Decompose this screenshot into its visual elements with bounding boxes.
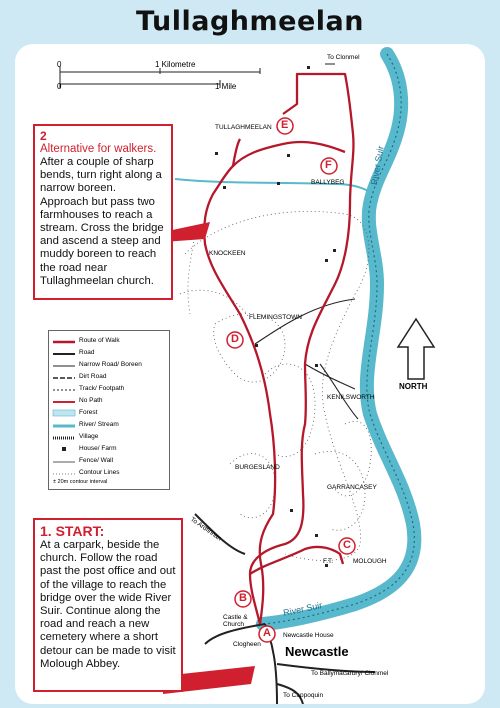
legend-contour: Contour Lines: [79, 469, 120, 476]
legend-narrow-road: Narrow Road/ Boreen: [79, 361, 142, 368]
info-box-alternative: [33, 124, 173, 300]
scale-zero-km: 0: [57, 60, 62, 69]
legend-no-path: No Path: [79, 397, 103, 404]
place-burgesland: BURGESLAND: [235, 464, 280, 471]
legend-house: House/ Farm: [79, 445, 117, 452]
box2-number: 2: [40, 129, 47, 143]
info-box-start: [33, 518, 183, 692]
legend-route: Route of Walk: [79, 337, 120, 344]
narrow-roads: [255, 64, 358, 419]
river-suir-label-1: River Suir: [369, 145, 386, 186]
legend-village: Village: [79, 433, 99, 440]
legend-fence: Fence/ Wall: [79, 457, 114, 464]
scale-km-label: 1 Kilometre: [155, 60, 196, 69]
place-castle-church: Castle & Church: [223, 614, 248, 628]
marker-c-label: C: [343, 539, 351, 551]
box2-body: After a couple of sharp bends, turn right along a narrow boreen. Approach but pass two farmhouses to reach a stream. Cross the bridge and ascend a steep and muddy boreen to reach the road near Tullaghmeelan church.: [40, 156, 164, 287]
marker-b-label: B: [239, 592, 247, 604]
place-ft: F.T.: [323, 558, 334, 565]
river-suir-label-2: River Suir: [282, 600, 324, 618]
place-kenilsworth: KENILSWORTH: [327, 394, 375, 401]
marker-d-label: D: [231, 333, 239, 345]
legend-forest: Forest: [79, 409, 98, 416]
map-title: Tullaghmeelan: [136, 6, 364, 37]
place-flemingstown: FLEMINGSTOWN: [249, 314, 302, 321]
place-tullaghmeelan: TULLAGHMEELAN: [215, 124, 272, 131]
place-to-clonmel: To Clonmel: [327, 54, 360, 61]
scale-zero-mile: 0: [57, 82, 62, 91]
place-ballybeg: BALLYBEG: [311, 179, 345, 186]
marker-e-label: E: [281, 119, 289, 131]
route-of-walk: [204, 74, 353, 624]
place-to-cappoquin: To Cappoquin: [283, 692, 324, 699]
place-knockeen: KNOCKEEN: [209, 250, 246, 257]
place-molough: MOLOUGH: [353, 558, 387, 565]
box1-body: At a carpark, beside the church. Follow the road past the post office and out of the village to reach the bridge over the wide River Suir. Continue along the road and reach a new cemetery where a short detour can be made to visit Molough Abbey.: [40, 539, 176, 670]
north-label: NORTH: [399, 382, 428, 391]
legend-symbols: [49, 331, 169, 489]
place-to-ardfinnan: To Ardfinnan: [188, 516, 223, 543]
map-legend: [48, 330, 170, 490]
place-clogheen: Clogheen: [233, 641, 261, 648]
river-suir: [263, 54, 414, 624]
place-newcastle-house: Newcastle House: [283, 632, 334, 639]
box1-heading: 1. START:: [40, 523, 105, 539]
box2-headline: Alternative for walkers.: [40, 143, 157, 155]
scale-mile-label: 1 Mile: [215, 82, 237, 91]
place-newcastle: Newcastle: [285, 644, 349, 659]
marker-a-label: A: [263, 627, 271, 639]
legend-river: River/ Stream: [79, 421, 119, 428]
legend-road: Road: [79, 349, 95, 356]
legend-track: Track/ Footpath: [79, 385, 125, 392]
place-to-ballymacarbry: To Ballymacarbry/ Clonmel: [311, 670, 389, 677]
place-garrancasey: GARRANCASEY: [327, 484, 377, 491]
north-arrow: [398, 319, 434, 379]
legend-dirt-road: Dirt Road: [79, 373, 107, 380]
legend-contour-note: ± 20m contour interval: [53, 479, 108, 485]
marker-f-label: F: [325, 159, 332, 171]
